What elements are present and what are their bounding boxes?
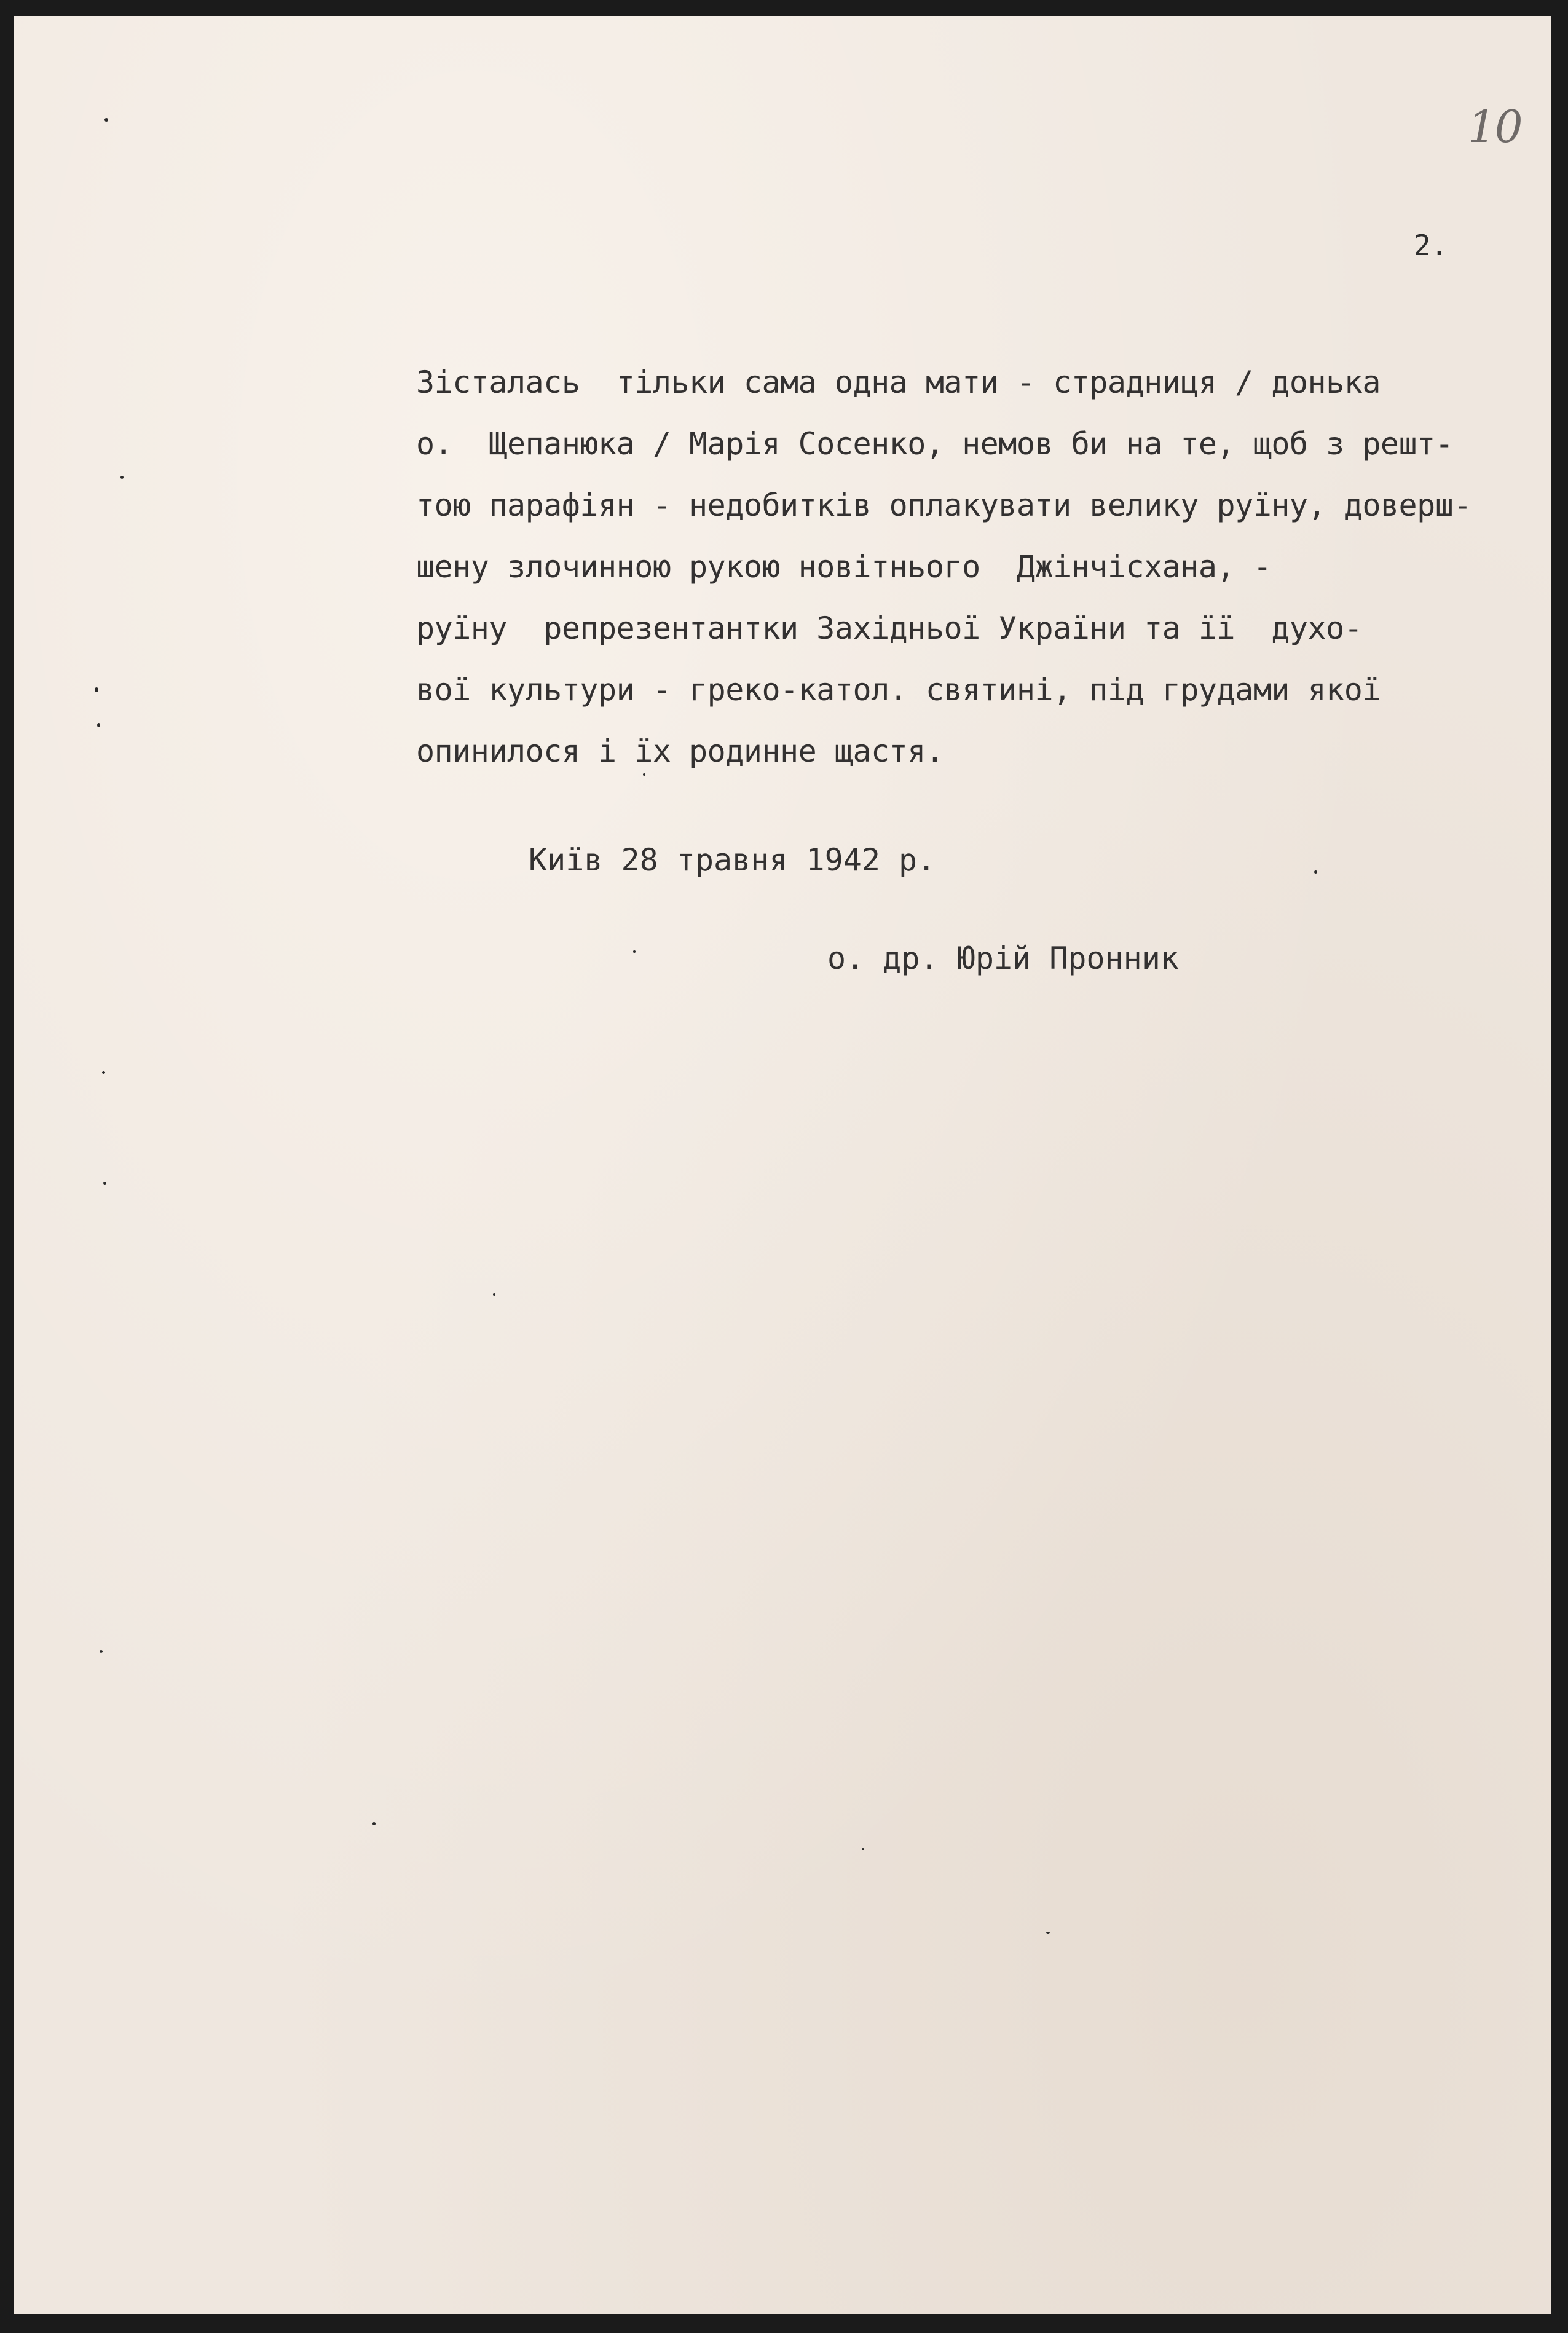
- document-page: [14, 16, 1551, 2314]
- body-line: тою парафіян - недобитків оплакувати велику руїну, доверш-: [416, 488, 1471, 523]
- paper-speck: [102, 1071, 105, 1074]
- paper-speck: [95, 687, 98, 692]
- signature-line: о. др. Юрій Пронник: [827, 941, 1179, 976]
- body-line: руїну репрезентантки Західньої України та її духо-: [416, 610, 1363, 646]
- place-and-date: Київ 28 травня 1942 р.: [529, 842, 936, 878]
- paper-speck: [103, 1182, 106, 1185]
- archive-page-number: 10: [1468, 101, 1522, 152]
- paper-speck: [633, 950, 636, 953]
- body-line: о. Щепанюка / Марія Сосенко, немов би на те, щоб з решт-: [416, 426, 1454, 462]
- paper-speck: [97, 723, 100, 727]
- paper-speck: [1314, 870, 1317, 874]
- paper-speck: [493, 1293, 495, 1296]
- paper-speck: [120, 476, 124, 479]
- paper-speck: [1046, 1932, 1050, 1934]
- body-line: вої культури - греко-катол. святині, під грудами якої: [416, 672, 1381, 708]
- page-number: 2.: [1414, 229, 1448, 262]
- body-line: Зісталась тільки сама одна мати - страдниця / донька: [416, 365, 1381, 400]
- body-paragraph: [416, 352, 1471, 782]
- paper-speck: [862, 1848, 864, 1850]
- paper-speck: [372, 1822, 376, 1825]
- paper-speck: [643, 773, 645, 776]
- paper-speck: [100, 1650, 103, 1653]
- body-line: шену злочинною рукою новітнього Джінчісхана, -: [416, 549, 1272, 585]
- body-line: опинилося і їх родинне щастя.: [416, 733, 944, 769]
- paper-speck: [104, 118, 108, 122]
